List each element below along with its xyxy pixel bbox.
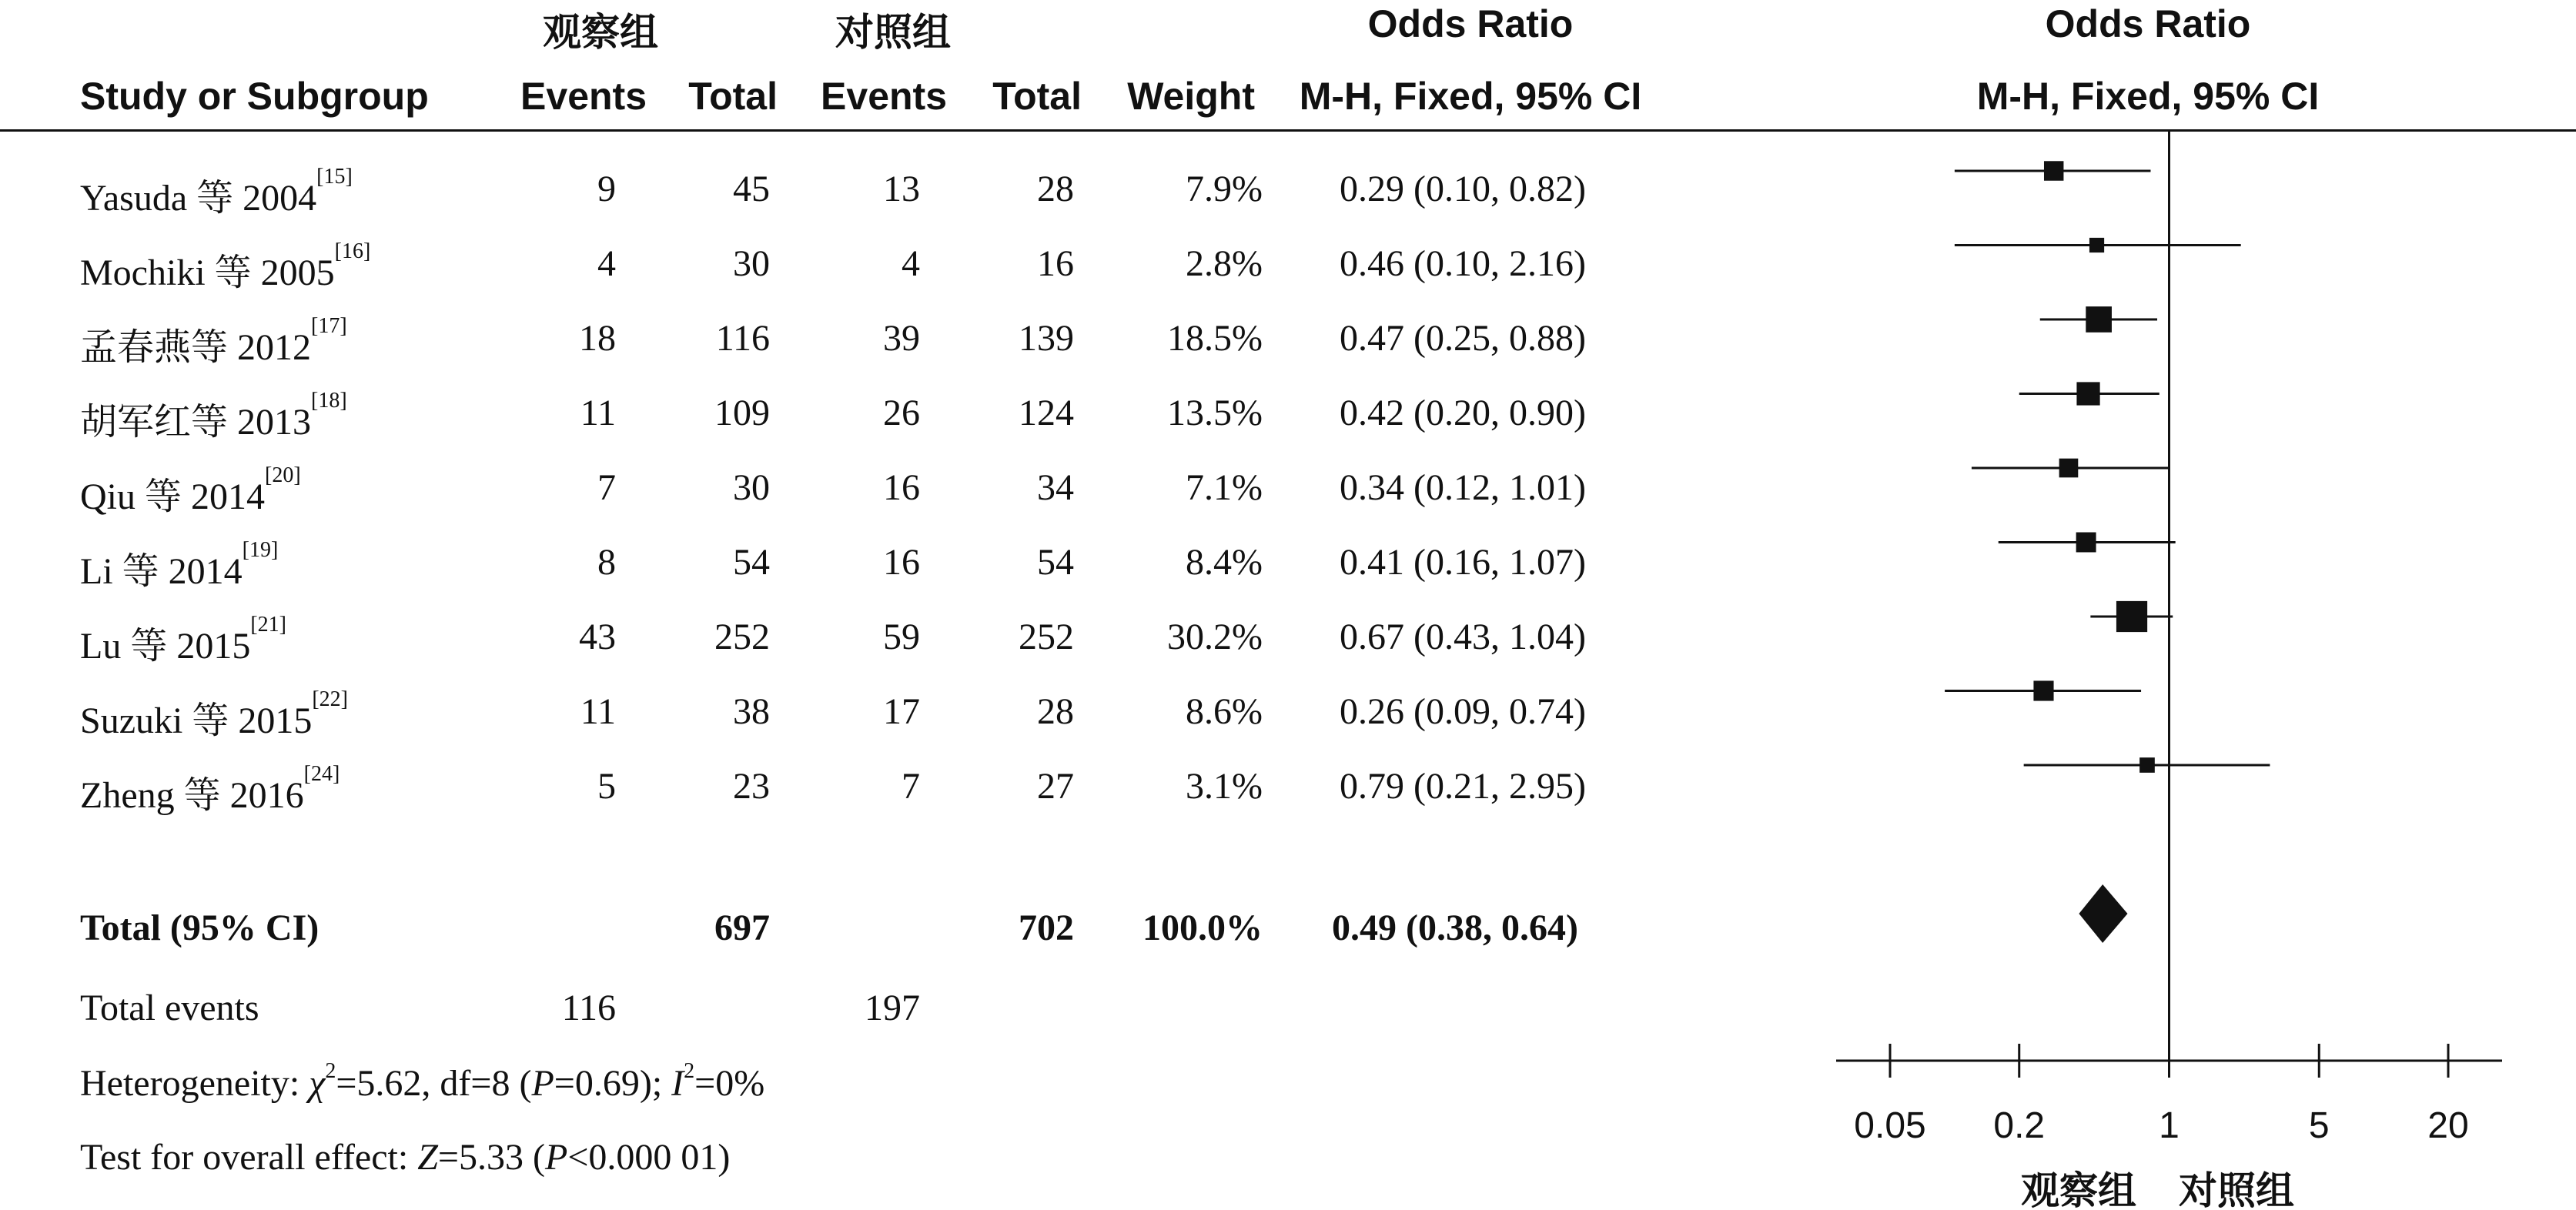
events-exp-cell: 7 [597,467,616,508]
weight-cell: 7.9% [1186,169,1263,209]
overall-effect-text: Test for overall effect: Z=5.33 (P<0.000 01) [80,1137,731,1178]
effect-square [2086,306,2112,333]
total-or-value: 0.49 (0.38, 0.64) [1332,908,1578,948]
effect-square [2139,757,2155,773]
total-events-label: Total events [80,988,259,1028]
weight-cell: 8.6% [1186,691,1263,732]
odds-ratio-header-right: Odds Ratio [2045,2,2251,45]
total-ctrl-value: 702 [1019,908,1074,948]
study-column-header: Study or Subgroup [80,75,429,118]
total-ctrl-cell: 27 [1037,766,1074,807]
events-ctrl-cell: 59 [883,617,920,657]
x-tick-label: 1 [2159,1105,2180,1146]
events-exp-cell: 9 [597,169,616,209]
or-ci-cell: 0.34 (0.12, 1.01) [1340,467,1586,508]
events-ctrl-cell: 16 [883,467,920,508]
study-name-text: Mochiki 等 2005 [80,252,335,293]
or-ci-cell: 0.46 (0.10, 2.16) [1340,243,1586,284]
events-exp-cell: 18 [579,318,616,359]
total-weight-value: 100.0% [1142,908,1263,948]
total-ctrl-cell: 28 [1037,691,1074,732]
or-ci-cell: 0.29 (0.10, 0.82) [1340,169,1586,209]
study-reference: [15] [316,165,353,189]
study-name-text: 胡军红等 2013 [80,402,312,443]
x-tick-label: 0.2 [1993,1105,2046,1146]
total-ctrl-cell: 124 [1019,393,1074,433]
study-name-text: Qiu 等 2014 [80,476,266,517]
study-name-text: 孟春燕等 2012 [80,327,312,368]
total-exp-cell: 252 [714,617,770,657]
method-header-right: M-H, Fixed, 95% CI [1976,75,2320,118]
total-exp-cell: 30 [733,243,770,284]
total-exp-cell: 23 [733,766,770,807]
events-exp-cell: 5 [597,766,616,807]
total-ctrl-cell: 16 [1037,243,1074,284]
total-ctrl-header: Total [992,75,1082,118]
events-exp-cell: 11 [580,393,616,433]
study-name-text: Yasuda 等 2004 [80,178,317,219]
events-exp-header: Events [520,75,647,118]
total-events-ctrl: 197 [865,988,920,1028]
study-reference: [19] [242,538,279,562]
favours-exp-label: 观察组 [2021,1169,2136,1210]
effect-square [2059,459,2079,478]
total-ctrl-cell: 139 [1019,318,1074,359]
total-ctrl-cell: 28 [1037,169,1074,209]
study-reference: [21] [250,613,286,637]
group-ctrl-header: 对照组 [835,11,951,54]
group-exp-header: 观察组 [543,11,658,54]
effect-square [2089,238,2104,252]
study-name-text: Zheng 等 2016 [80,775,304,816]
weight-cell: 18.5% [1167,318,1263,359]
events-ctrl-cell: 16 [883,542,920,583]
total-ctrl-cell: 34 [1037,467,1074,508]
events-ctrl-cell: 39 [883,318,920,359]
favours-ctrl-label: 对照组 [2179,1169,2294,1210]
events-exp-cell: 43 [579,617,616,657]
method-header-left: M-H, Fixed, 95% CI [1299,75,1642,118]
effect-square [2033,680,2053,700]
study-reference: [22] [312,687,348,711]
study-reference: [20] [265,463,301,487]
events-ctrl-cell: 26 [883,393,920,433]
total-events-exp: 116 [561,988,616,1028]
events-exp-cell: 4 [597,243,616,284]
events-exp-cell: 11 [580,691,616,732]
study-name-text: Lu 等 2015 [80,626,251,667]
weight-cell: 2.8% [1186,243,1263,284]
events-exp-cell: 8 [597,542,616,583]
x-tick-label: 5 [2308,1105,2330,1146]
x-tick-label: 0.05 [1854,1105,1926,1146]
events-ctrl-header: Events [821,75,947,118]
events-ctrl-cell: 4 [902,243,920,284]
or-ci-cell: 0.47 (0.25, 0.88) [1340,318,1586,359]
or-ci-cell: 0.42 (0.20, 0.90) [1340,393,1586,433]
weight-cell: 8.4% [1186,542,1263,583]
total-exp-cell: 45 [733,169,770,209]
weight-cell: 3.1% [1186,766,1263,807]
pooled-diamond [2079,884,2127,943]
total-ctrl-cell: 54 [1037,542,1074,583]
effect-square [2076,533,2096,553]
weight-cell: 30.2% [1167,617,1263,657]
study-name-text: Suzuki 等 2015 [80,700,313,741]
effect-square [2076,382,2099,405]
study-name-text: Li 等 2014 [80,551,243,592]
total-exp-cell: 109 [714,393,770,433]
study-reference: [18] [311,389,347,413]
events-ctrl-cell: 7 [902,766,920,807]
or-ci-cell: 0.67 (0.43, 1.04) [1340,617,1586,657]
weight-cell: 13.5% [1167,393,1263,433]
or-ci-cell: 0.41 (0.16, 1.07) [1340,542,1586,583]
odds-ratio-header-left: Odds Ratio [1367,2,1574,45]
total-exp-cell: 30 [733,467,770,508]
total-exp-header: Total [688,75,778,118]
weight-header: Weight [1127,75,1255,118]
study-reference: [24] [303,762,340,786]
study-reference: [16] [334,239,371,263]
study-reference: [17] [311,314,347,338]
total-exp-cell: 38 [733,691,770,732]
effect-square [2044,161,2063,180]
or-ci-cell: 0.79 (0.21, 2.95) [1340,766,1586,807]
effect-square [2116,601,2147,632]
total-label: Total (95% CI) [80,908,319,948]
weight-cell: 7.1% [1186,467,1263,508]
or-ci-cell: 0.26 (0.09, 0.74) [1340,691,1586,732]
total-ctrl-cell: 252 [1019,617,1074,657]
heterogeneity-text: Heterogeneity: $\chi^2=5.62$, df=8 (P=0.69); $I^2=0\%$ [80,1059,765,1104]
total-exp-cell: 54 [733,542,770,583]
total-exp-value: 697 [714,908,770,948]
events-ctrl-cell: 17 [883,691,920,732]
events-ctrl-cell: 13 [883,169,920,209]
x-tick-label: 20 [2427,1105,2469,1146]
total-exp-cell: 116 [715,318,770,359]
